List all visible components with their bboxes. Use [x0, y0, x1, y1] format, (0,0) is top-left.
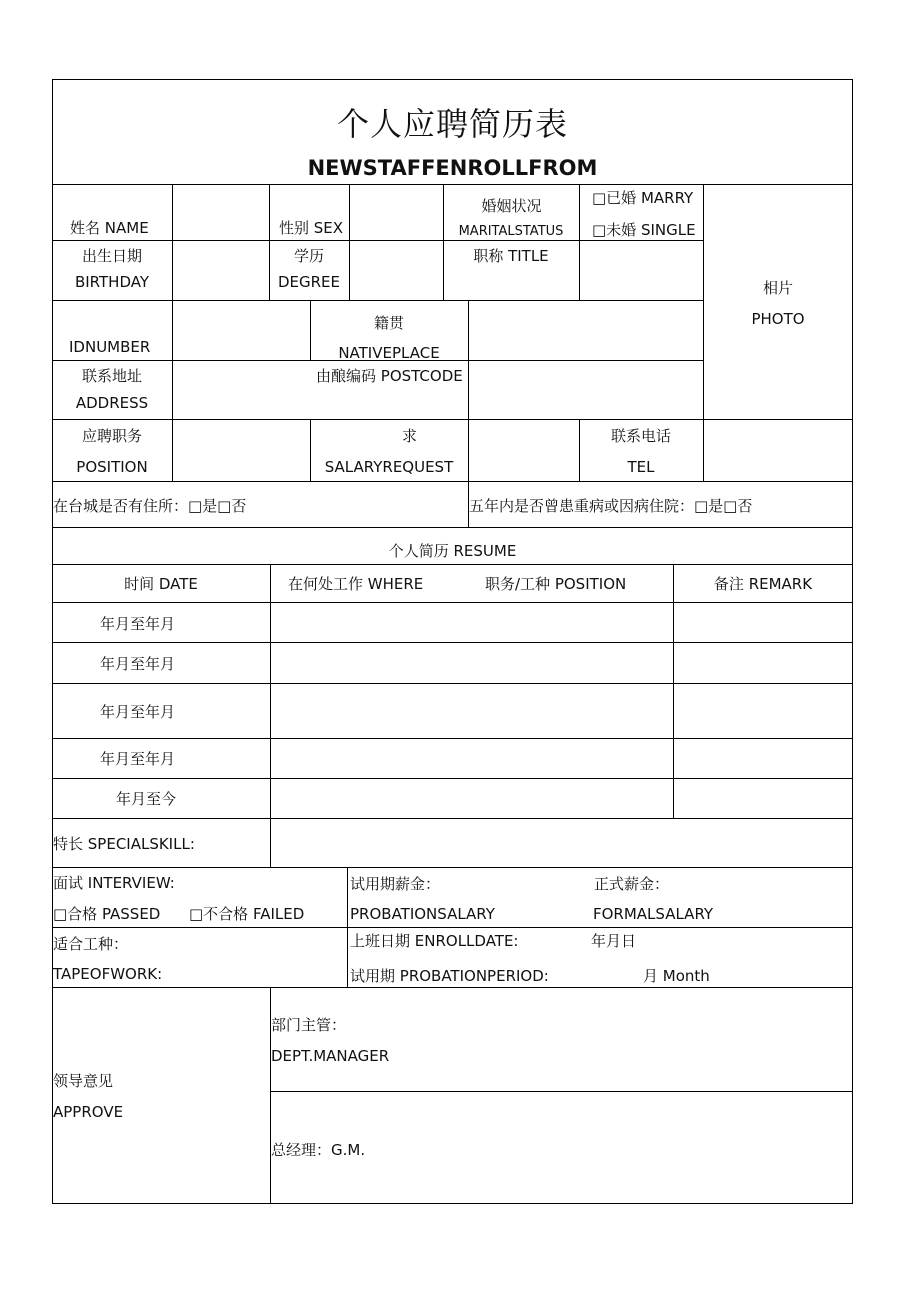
page-title: 个人应聘简历表 — [336, 105, 568, 143]
resume-where-field[interactable] — [271, 684, 673, 738]
resume-row-date: 年月至年月 — [100, 655, 176, 673]
enroll-date-label: 上班日期 ENROLLDATE: — [350, 932, 519, 950]
border-top — [52, 79, 853, 80]
resume-heading: 个人简历 RESUME — [388, 542, 517, 560]
interview-label: 面试 INTERVIEW: — [53, 874, 175, 892]
manager-signature-field[interactable] — [271, 988, 852, 1091]
address-field[interactable] — [173, 361, 310, 419]
illness-question[interactable]: 五年内是否曾患重病或因病住院：□是□否 — [469, 497, 753, 515]
vline-l — [673, 564, 674, 818]
degree-label-cn: 学历 — [293, 247, 324, 265]
postcode-field[interactable] — [469, 361, 703, 419]
hline-skill — [52, 867, 853, 868]
skill-label: 特长 SPECIALSKILL: — [53, 835, 195, 853]
address-label-cn: 联系地址 — [81, 367, 142, 385]
resume-row-date: 年月至年月 — [100, 615, 176, 633]
sex-label: 性别 SEX — [279, 219, 344, 237]
photo-label-en: PHOTO — [751, 310, 805, 328]
tel-label-en: TEL — [627, 458, 655, 476]
probation-salary-en: PROBATIONSALARY — [350, 905, 495, 923]
title-label: 职称 TITLE — [473, 247, 549, 265]
work-type-cn: 适合工种： — [53, 935, 129, 953]
enroll-date-value: 年月日 — [591, 932, 637, 950]
manager-label-en: DEPT.MANAGER — [271, 1047, 390, 1065]
marital-label-en: MARITALSTATUS — [458, 224, 564, 239]
sex-field[interactable] — [350, 185, 443, 240]
title-field[interactable] — [580, 241, 703, 300]
manager-label-cn: 部门主管： — [271, 1016, 347, 1034]
application-form — [52, 79, 853, 1204]
gm-label: 总经理：G.M. — [271, 1141, 366, 1159]
work-type-en: TAPEOFWORK: — [53, 965, 163, 983]
failed-checkbox[interactable]: □不合格 FAILED — [189, 905, 305, 923]
resume-where-field[interactable] — [271, 739, 673, 778]
formal-salary-en: FORMALSALARY — [593, 905, 714, 923]
hline-interview — [52, 927, 853, 928]
vline-m — [347, 867, 348, 987]
degree-label-en: DEGREE — [277, 273, 341, 291]
native-field[interactable] — [469, 301, 703, 360]
resume-row-date: 年月至年月 — [100, 703, 176, 721]
birthday-field[interactable] — [173, 241, 269, 300]
hline-row6 — [52, 527, 853, 528]
salary-label-en: SALARYREQUEST — [324, 458, 454, 476]
formal-salary-cn: 正式薪金： — [594, 875, 670, 893]
hline-resume-head — [52, 564, 853, 565]
tel-field[interactable] — [704, 420, 852, 481]
name-field[interactable] — [173, 185, 269, 240]
col-where: 在何处工作 WHERE — [288, 575, 424, 593]
hline-row5 — [52, 481, 853, 482]
native-label-cn: 籍贯 — [373, 314, 404, 332]
resume-row-date: 年月至今 — [116, 790, 177, 808]
resume-where-field[interactable] — [271, 643, 673, 683]
photo-label-cn: 相片 — [762, 279, 793, 297]
salary-field[interactable] — [469, 420, 579, 481]
residence-question[interactable]: 在台城是否有住所：□是□否 — [53, 497, 247, 515]
id-field[interactable] — [173, 301, 310, 360]
resume-row-date: 年月至年月 — [100, 750, 176, 768]
probation-salary-cn: 试用期薪金： — [350, 875, 441, 893]
birthday-label-en: BIRTHDAY — [74, 273, 150, 291]
position-label-cn: 应聘职务 — [81, 427, 142, 445]
passed-checkbox[interactable]: □合格 PASSED — [53, 905, 161, 923]
probation-period-value: 月 Month — [643, 967, 710, 985]
single-checkbox[interactable]: □未婚 SINGLE — [592, 221, 696, 239]
native-label-en: NATIVEPLACE — [338, 344, 440, 362]
address-label-en: ADDRESS — [75, 394, 149, 412]
resume-where-field[interactable] — [271, 603, 673, 642]
marital-label-cn: 婚姻状况 — [481, 197, 542, 215]
page-subtitle: NEWSTAFFENROLLFROM — [307, 156, 598, 180]
position-field[interactable] — [173, 420, 310, 481]
married-checkbox[interactable]: □已婚 MARRY — [592, 189, 694, 207]
skill-field[interactable] — [271, 819, 852, 867]
id-label: IDNUMBER — [69, 338, 151, 356]
border-bottom — [52, 1203, 853, 1204]
degree-field[interactable] — [350, 241, 443, 300]
position-label-en: POSITION — [76, 458, 148, 476]
approve-label-en: APPROVE — [53, 1103, 124, 1121]
name-label: 姓名 NAME — [70, 219, 149, 237]
probation-period-label: 试用期 PROBATIONPERIOD: — [350, 967, 549, 985]
salary-label-cn: 求 — [402, 427, 418, 445]
resume-where-field[interactable] — [271, 779, 673, 818]
tel-label-cn: 联系电话 — [610, 427, 671, 445]
col-remark: 备注 REMARK — [713, 575, 813, 593]
approve-label-cn: 领导意见 — [53, 1072, 114, 1090]
birthday-label-cn: 出生日期 — [81, 247, 142, 265]
col-position: 职务/工种 POSITION — [485, 575, 627, 593]
gm-signature-field[interactable] — [271, 1092, 852, 1203]
col-date: 时间 DATE — [124, 575, 198, 593]
postcode-label: 由酿编码 POSTCODE — [316, 367, 463, 385]
